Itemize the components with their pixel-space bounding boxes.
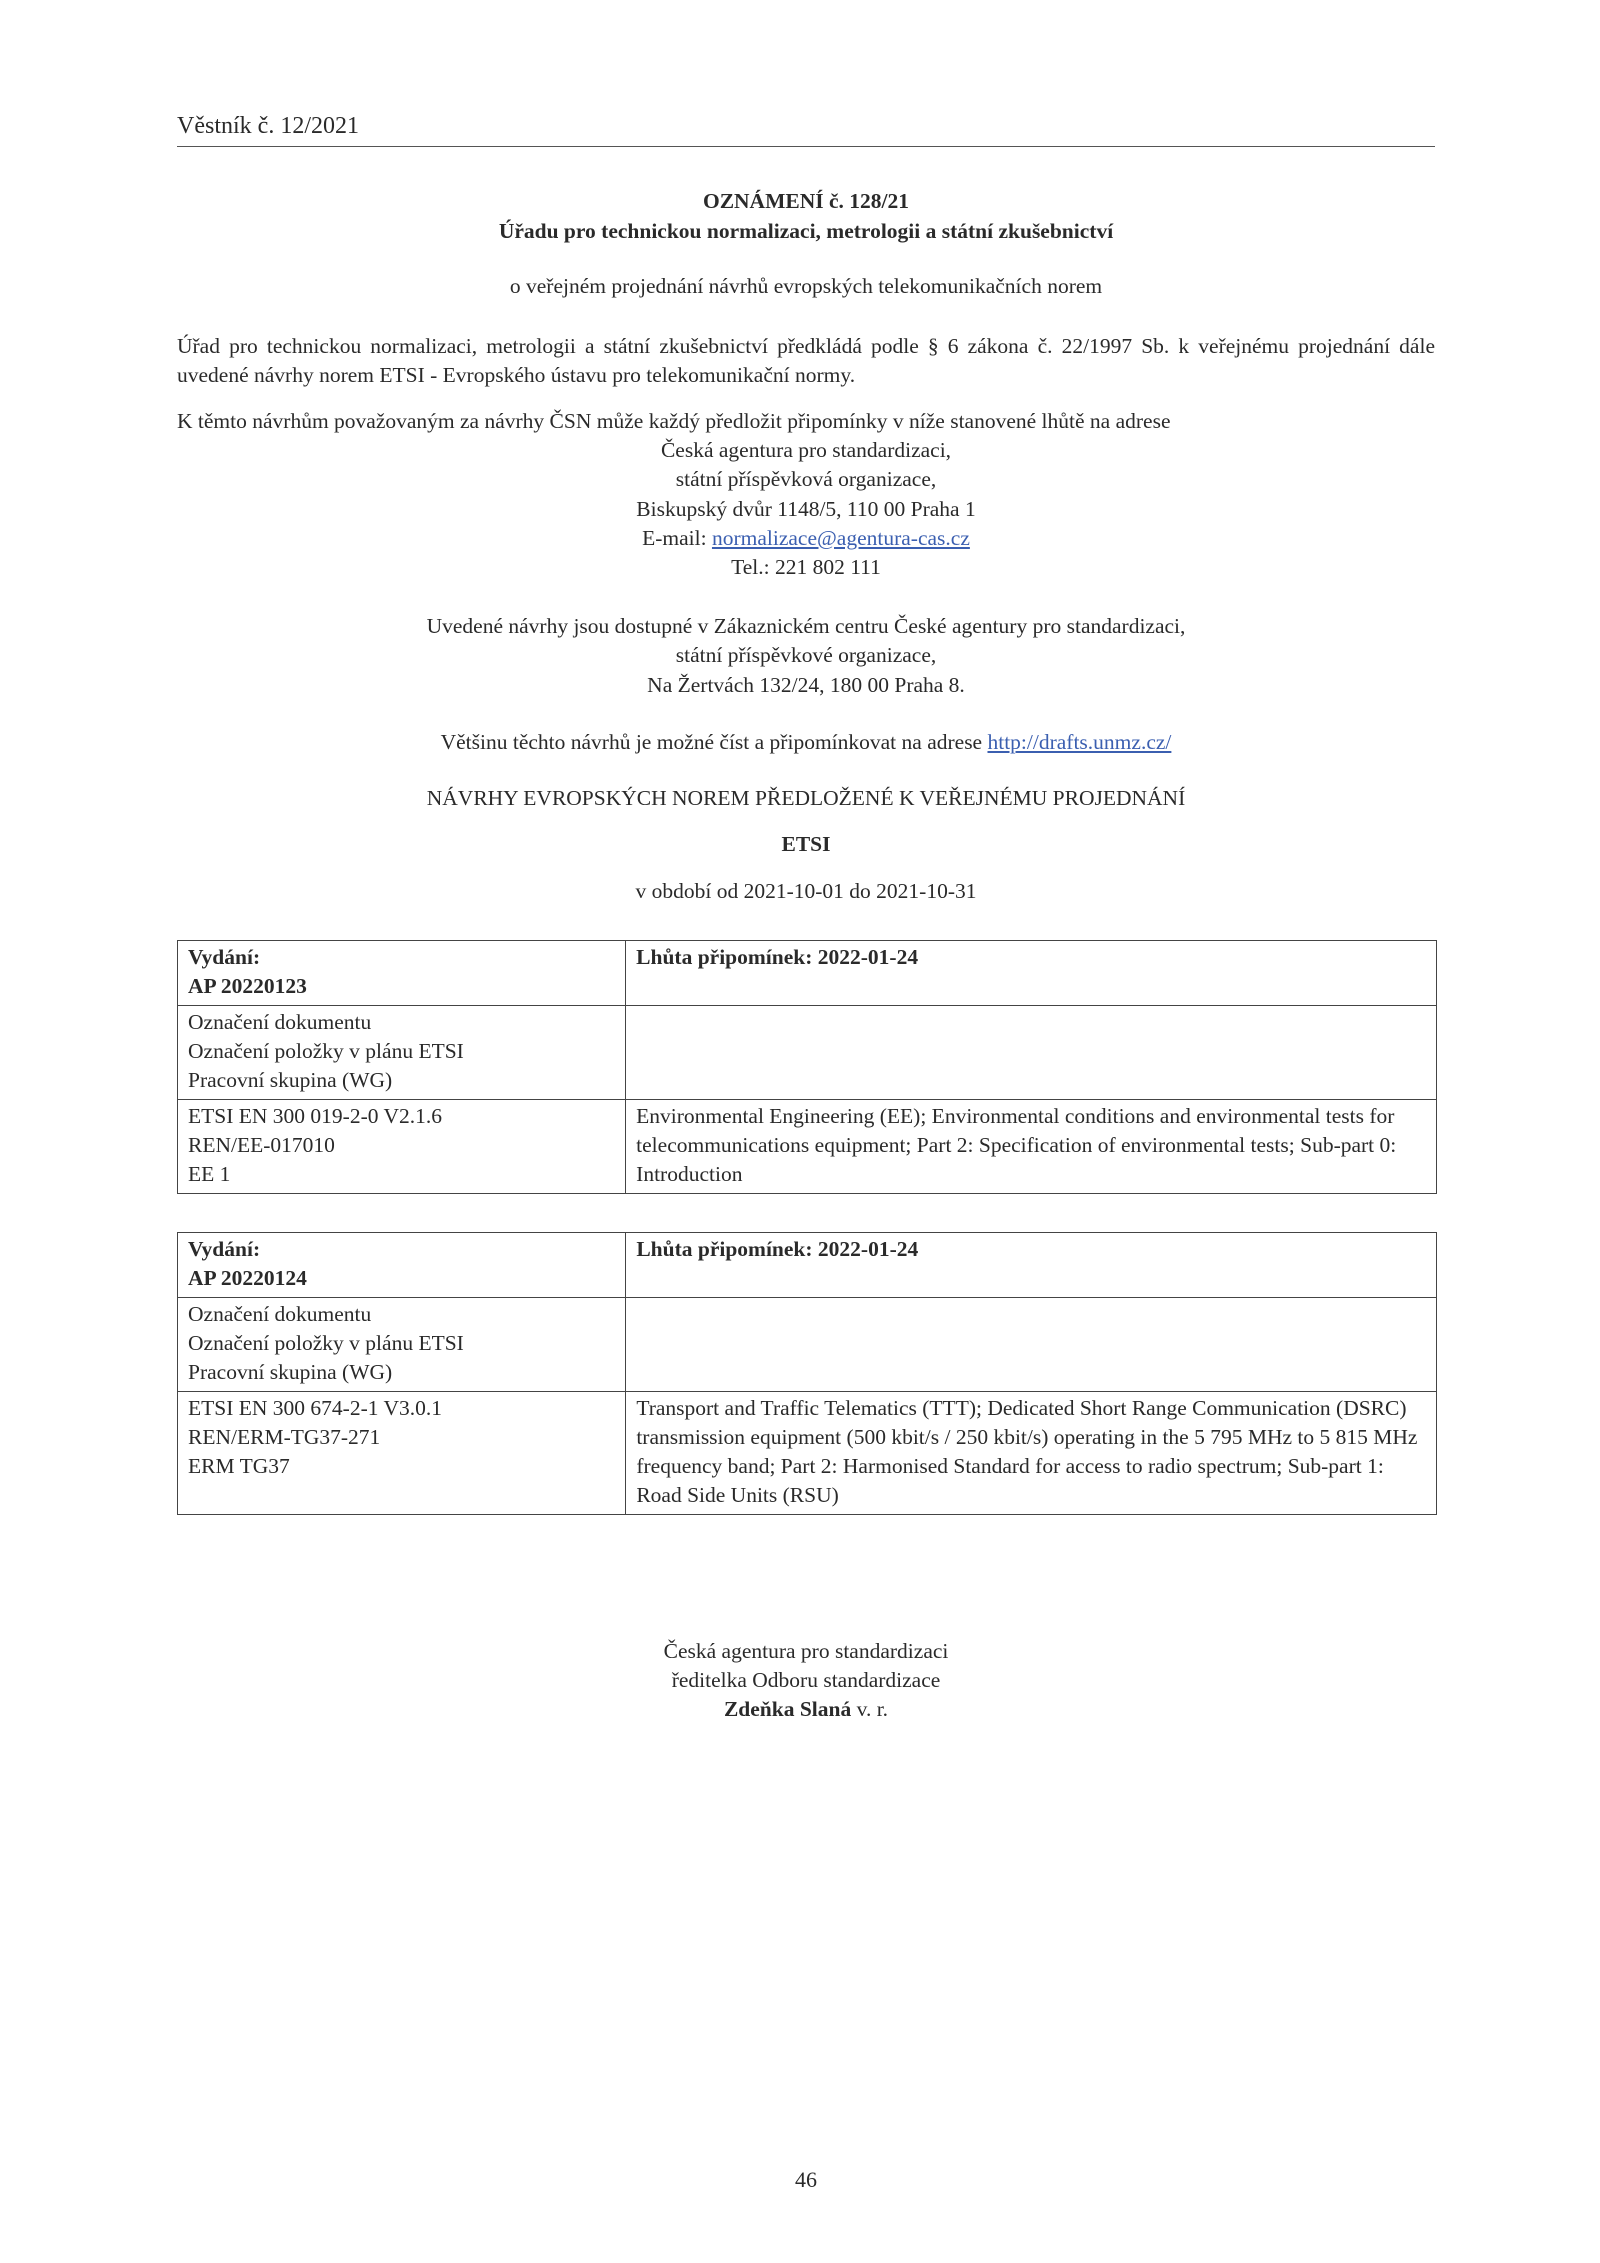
standard-record-table [177, 1232, 1437, 1515]
column-label: Označení položky v plánu ETSI [188, 1331, 464, 1355]
section-org: ETSI [781, 832, 831, 856]
availability-line: státní příspěvkové organizace, [675, 643, 937, 668]
email-line [177, 524, 1435, 553]
work-item-id: REN/EE-017010 [188, 1133, 335, 1157]
availability-line: Na Žertvách 132/24, 180 00 Praha 8. [647, 672, 965, 697]
empty-cell [626, 1006, 1437, 1100]
intro-paragraph: Úřad pro technickou normalizaci, metrologii a státní zkušebnictví předkládá podle § 6 zákona č. 22/1997 Sb. k veřejnému projednání dále uvedené návrhy norem ETSI - Evropského ústavu pro telekomunikační normy. [177, 334, 1435, 387]
notice-subtitle: o veřejném projednání návrhů evropských telekomunikačních norem [509, 274, 1103, 298]
deadline-cell: Lhůta připomínek: 2022-01-24 [626, 941, 1437, 1006]
notice-authority: Úřadu pro technickou normalizaci, metrologii a státní zkušebnictví [498, 219, 1114, 243]
column-labels-cell [178, 1298, 626, 1392]
address-block [177, 436, 1435, 582]
address-line: Biskupský dvůr 1148/5, 110 00 Praha 1 [636, 496, 976, 521]
page-number: 46 [795, 2167, 817, 2192]
column-labels-cell [178, 1006, 626, 1100]
availability-block [177, 612, 1435, 700]
address-line: státní příspěvková organizace, [675, 467, 937, 492]
notice-title: OZNÁMENÍ č. 128/21 [702, 189, 910, 213]
issue-number: AP 20220124 [188, 1266, 307, 1290]
email-label: E-mail: [642, 525, 712, 550]
column-label: Označení dokumentu [188, 1302, 372, 1326]
table-row [178, 1298, 1437, 1392]
signature-block [177, 1637, 1435, 1724]
working-group: ERM TG37 [188, 1454, 290, 1478]
issue-label: Vydání: [188, 945, 261, 969]
deadline-cell: Lhůta připomínek: 2022-01-24 [626, 1233, 1437, 1298]
identifiers-cell [178, 1392, 626, 1515]
issue-cell [178, 941, 626, 1006]
email-link[interactable]: normalizace@agentura-cas.cz [711, 525, 970, 550]
standard-title: Transport and Traffic Telematics (TTT); Dedicated Short Range Communication (DSRC) transmission equipment (500 kbit/s / 250 kbit/s) operating in the 5 795 MHz to 5 815 MHz frequency band; Part 2: Harmonised Standard for access to radio spectrum; Sub-part 1: Road Side Units (RSU) [626, 1392, 1437, 1515]
journal-issue: Věstník č. 12/2021 [177, 113, 359, 139]
issue-cell [178, 1233, 626, 1298]
availability-line: Uvedené návrhy jsou dostupné v Zákaznickém centru České agentury pro standardizaci, [426, 614, 1186, 638]
online-text: Většinu těchto návrhů je možné číst a připomínkovat na adrese [440, 730, 988, 754]
table-row [178, 1392, 1437, 1515]
column-label: Pracovní skupina (WG) [188, 1068, 393, 1092]
column-label: Označení dokumentu [188, 1010, 372, 1034]
notice-title-block [177, 186, 1435, 246]
issue-number: AP 20220123 [188, 974, 307, 998]
journal-header [177, 112, 1435, 147]
section-heading: NÁVRHY EVROPSKÝCH NOREM PŘEDLOŽENÉ K VEŘEJNÉMU PROJEDNÁNÍ [426, 786, 1186, 810]
signature-name-line [177, 1695, 1435, 1724]
table-row [178, 941, 1437, 1006]
standard-title: Environmental Engineering (EE); Environmental conditions and environmental tests for telecommunications equipment; Part 2: Specification of environmental tests; Sub-part 0: Introduction [626, 1100, 1437, 1194]
column-label: Označení položky v plánu ETSI [188, 1039, 464, 1063]
address-line: Česká agentura pro standardizaci, [660, 438, 952, 462]
phone-line: Tel.: 221 802 111 [731, 555, 881, 580]
working-group: EE 1 [188, 1162, 231, 1186]
standard-record-table [177, 940, 1437, 1194]
signature-suffix: v. r. [851, 1697, 889, 1721]
signature-org: Česká agentura pro standardizaci [663, 1639, 949, 1663]
document-id: ETSI EN 300 674-2-1 V3.0.1 [188, 1396, 443, 1420]
work-item-id: REN/ERM-TG37-271 [188, 1425, 381, 1449]
signature-name: Zdeňka Slaná [723, 1697, 852, 1721]
online-line [177, 728, 1435, 757]
identifiers-cell [178, 1100, 626, 1194]
column-label: Pracovní skupina (WG) [188, 1360, 393, 1384]
document-id: ETSI EN 300 019-2-0 V2.1.6 [188, 1104, 443, 1128]
table-row [178, 1100, 1437, 1194]
table-row [178, 1006, 1437, 1100]
drafts-link[interactable]: http://drafts.unmz.cz/ [987, 730, 1172, 754]
comments-paragraph: K těmto návrhům považovaným za návrhy ČSN může každý předložit připomínky v níže stanovené lhůtě na adrese [177, 409, 1171, 433]
issue-label: Vydání: [188, 1237, 261, 1261]
signature-role: ředitelka Odboru standardizace [671, 1668, 941, 1692]
empty-cell [626, 1298, 1437, 1392]
table-row [178, 1233, 1437, 1298]
section-period: v období od 2021-10-01 do 2021-10-31 [635, 879, 977, 903]
